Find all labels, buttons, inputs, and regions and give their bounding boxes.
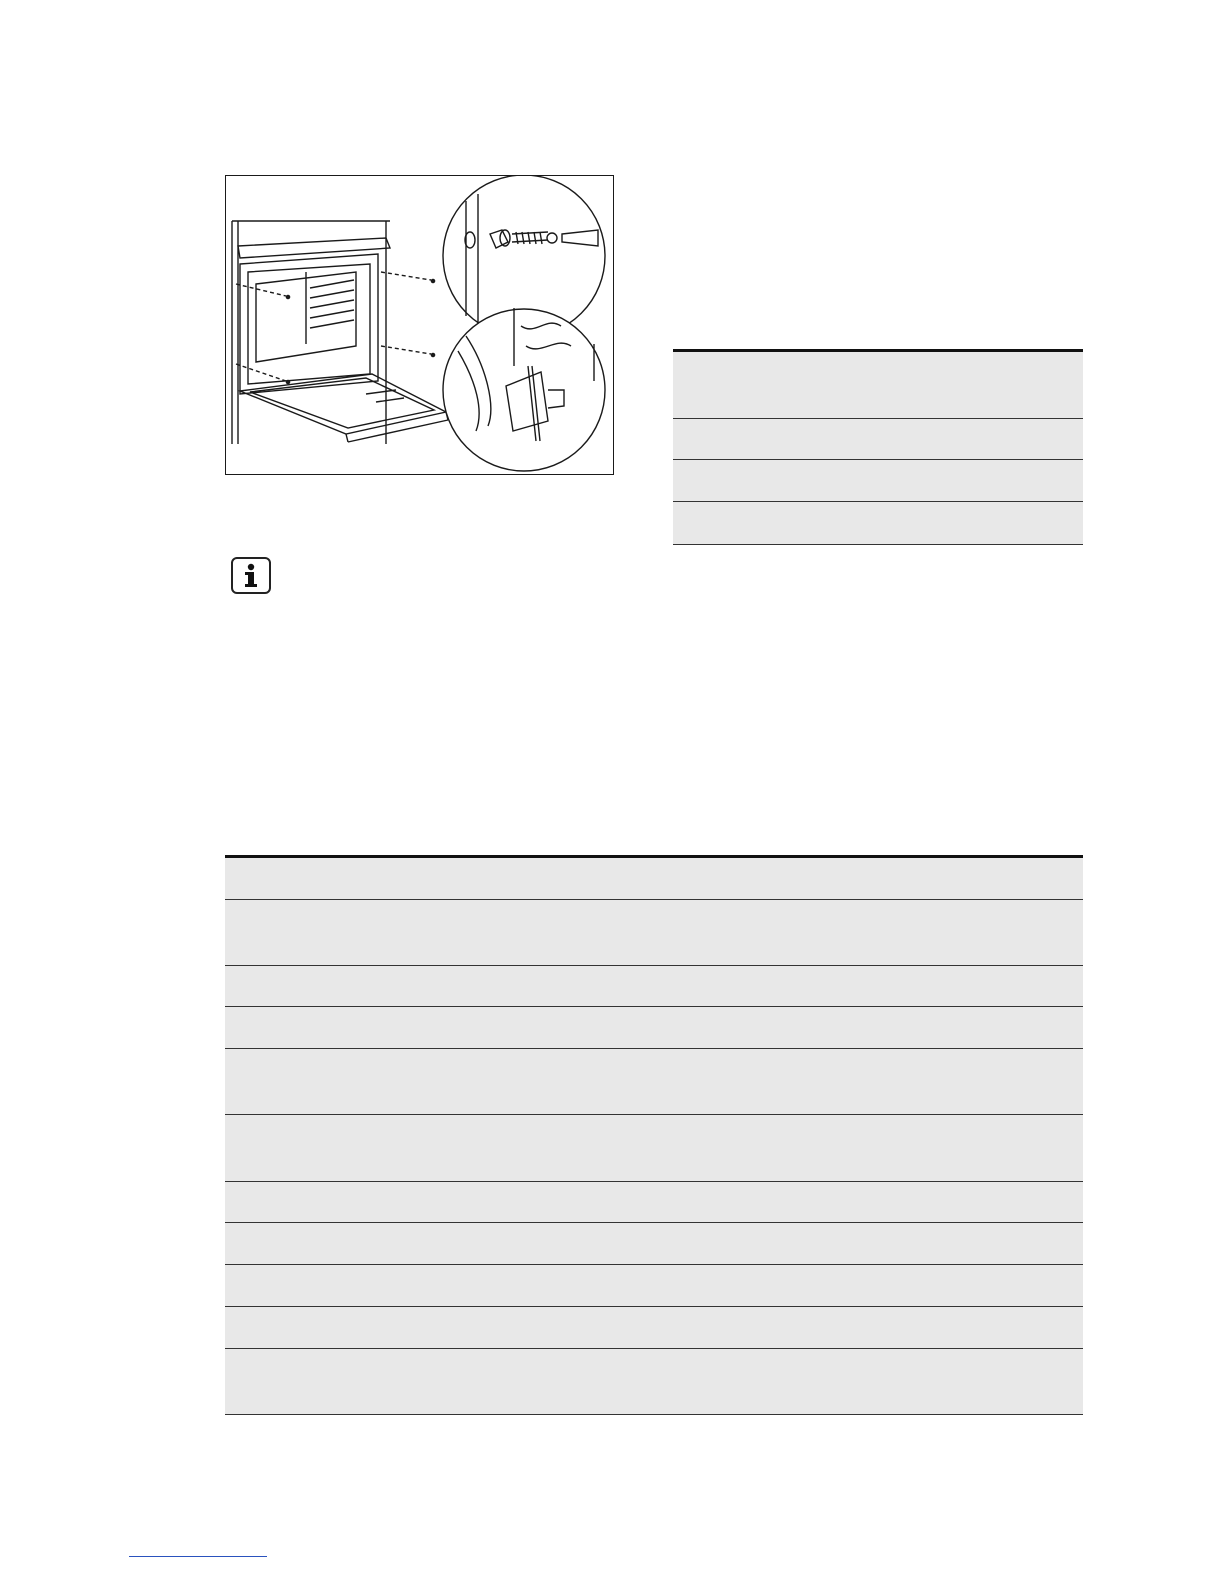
info-icon xyxy=(233,559,269,592)
installation-figure xyxy=(225,175,614,475)
table-row xyxy=(225,1223,1083,1265)
table-row xyxy=(225,966,1083,1007)
table-row xyxy=(225,1307,1083,1349)
large-table xyxy=(225,855,1083,1415)
footer-link-rule[interactable] xyxy=(129,1556,267,1557)
table-row xyxy=(673,419,1083,460)
table-row xyxy=(673,349,1083,419)
table-row xyxy=(225,1115,1083,1182)
table-row xyxy=(225,1007,1083,1049)
table-row xyxy=(225,1049,1083,1115)
table-row xyxy=(225,1349,1083,1415)
table-row xyxy=(225,855,1083,900)
table-row xyxy=(225,1182,1083,1223)
table-row xyxy=(673,502,1083,545)
table-row xyxy=(225,1265,1083,1307)
info-note xyxy=(231,557,271,594)
table-row xyxy=(673,460,1083,502)
small-table xyxy=(673,349,1083,545)
table-row xyxy=(225,900,1083,966)
oven-installation-diagram-icon xyxy=(226,176,613,474)
